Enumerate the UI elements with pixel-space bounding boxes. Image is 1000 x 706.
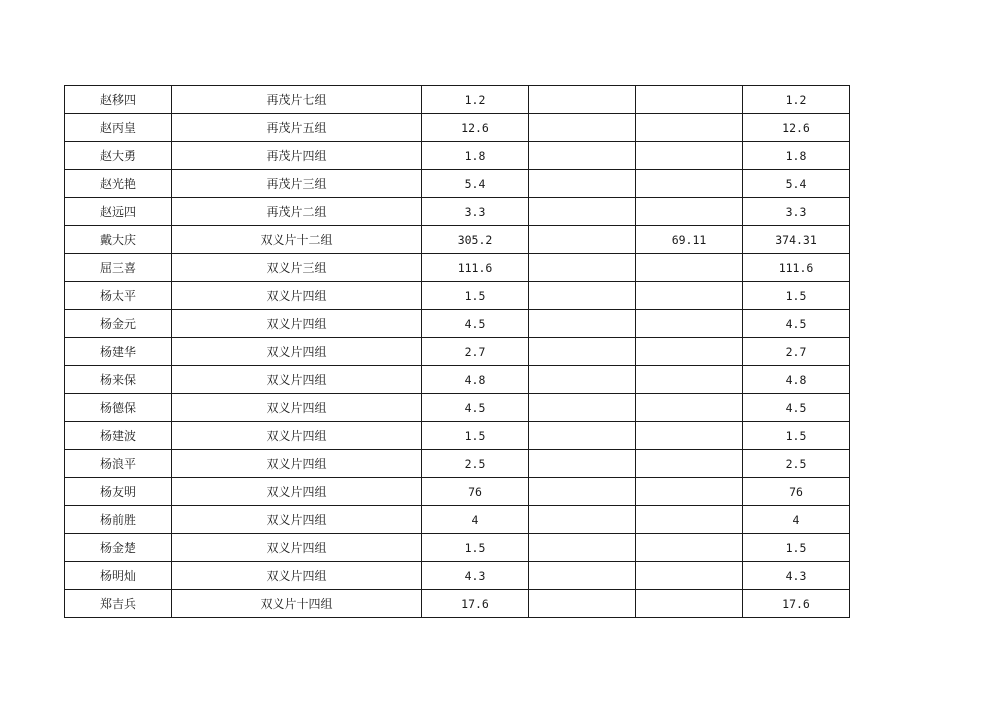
- name-cell: 杨太平: [65, 282, 172, 310]
- name-cell: 杨德保: [65, 394, 172, 422]
- name-cell: 赵光艳: [65, 170, 172, 198]
- name-cell: 赵大勇: [65, 142, 172, 170]
- group-cell: 双义片四组: [172, 366, 422, 394]
- table-row: [65, 86, 850, 114]
- total-cell: 1.5: [743, 534, 850, 562]
- value2-cell: [529, 310, 636, 338]
- table-row: [65, 562, 850, 590]
- group-cell: 双义片四组: [172, 338, 422, 366]
- table-body: [65, 86, 850, 618]
- value2-cell: [529, 170, 636, 198]
- group-cell: 双义片四组: [172, 422, 422, 450]
- value3-cell: [636, 282, 743, 310]
- table-row: [65, 226, 850, 254]
- total-cell: 5.4: [743, 170, 850, 198]
- total-cell: 4.5: [743, 310, 850, 338]
- value3-cell: [636, 198, 743, 226]
- table-row: [65, 282, 850, 310]
- total-cell: 3.3: [743, 198, 850, 226]
- value1-cell: 1.5: [422, 534, 529, 562]
- total-cell: 1.5: [743, 422, 850, 450]
- table-row: [65, 422, 850, 450]
- total-cell: 4.8: [743, 366, 850, 394]
- total-cell: 111.6: [743, 254, 850, 282]
- value2-cell: [529, 366, 636, 394]
- name-cell: 杨建华: [65, 338, 172, 366]
- group-cell: 双义片四组: [172, 478, 422, 506]
- table-row: [65, 534, 850, 562]
- table-row: [65, 198, 850, 226]
- name-cell: 赵丙皇: [65, 114, 172, 142]
- name-cell: 杨建波: [65, 422, 172, 450]
- value2-cell: [529, 226, 636, 254]
- value2-cell: [529, 114, 636, 142]
- value1-cell: 4.8: [422, 366, 529, 394]
- table-row: [65, 114, 850, 142]
- value2-cell: [529, 506, 636, 534]
- table-row: [65, 142, 850, 170]
- value1-cell: 4.5: [422, 310, 529, 338]
- value2-cell: [529, 282, 636, 310]
- total-cell: 1.5: [743, 282, 850, 310]
- value1-cell: 1.5: [422, 282, 529, 310]
- value3-cell: [636, 450, 743, 478]
- total-cell: 4: [743, 506, 850, 534]
- table-row: [65, 170, 850, 198]
- table-row: [65, 338, 850, 366]
- name-cell: 杨浪平: [65, 450, 172, 478]
- value1-cell: 1.8: [422, 142, 529, 170]
- group-cell: 双义片十四组: [172, 590, 422, 618]
- value1-cell: 1.5: [422, 422, 529, 450]
- total-cell: 4.5: [743, 394, 850, 422]
- value3-cell: [636, 366, 743, 394]
- value3-cell: [636, 422, 743, 450]
- value2-cell: [529, 198, 636, 226]
- value1-cell: 4.5: [422, 394, 529, 422]
- total-cell: 1.2: [743, 86, 850, 114]
- value3-cell: [636, 310, 743, 338]
- group-cell: 双义片三组: [172, 254, 422, 282]
- value3-cell: [636, 86, 743, 114]
- name-cell: 戴大庆: [65, 226, 172, 254]
- total-cell: 76: [743, 478, 850, 506]
- group-cell: 再茂片三组: [172, 170, 422, 198]
- value1-cell: 12.6: [422, 114, 529, 142]
- value2-cell: [529, 254, 636, 282]
- value2-cell: [529, 450, 636, 478]
- value3-cell: [636, 534, 743, 562]
- group-cell: 双义片四组: [172, 562, 422, 590]
- value3-cell: [636, 338, 743, 366]
- value3-cell: [636, 114, 743, 142]
- table-row: [65, 310, 850, 338]
- group-cell: 双义片十二组: [172, 226, 422, 254]
- value1-cell: 111.6: [422, 254, 529, 282]
- value1-cell: 5.4: [422, 170, 529, 198]
- name-cell: 杨前胜: [65, 506, 172, 534]
- value2-cell: [529, 338, 636, 366]
- group-cell: 双义片四组: [172, 282, 422, 310]
- table-row: [65, 366, 850, 394]
- value1-cell: 305.2: [422, 226, 529, 254]
- total-cell: 374.31: [743, 226, 850, 254]
- name-cell: 杨金元: [65, 310, 172, 338]
- data-table: [64, 85, 850, 618]
- value3-cell: [636, 394, 743, 422]
- value3-cell: [636, 590, 743, 618]
- group-cell: 再茂片七组: [172, 86, 422, 114]
- value3-cell: [636, 478, 743, 506]
- value3-cell: [636, 506, 743, 534]
- group-cell: 再茂片四组: [172, 142, 422, 170]
- name-cell: 杨明灿: [65, 562, 172, 590]
- value2-cell: [529, 142, 636, 170]
- group-cell: 双义片四组: [172, 506, 422, 534]
- total-cell: 2.5: [743, 450, 850, 478]
- name-cell: 杨金楚: [65, 534, 172, 562]
- value3-cell: [636, 142, 743, 170]
- value2-cell: [529, 562, 636, 590]
- name-cell: 赵远四: [65, 198, 172, 226]
- value1-cell: 76: [422, 478, 529, 506]
- value1-cell: 2.7: [422, 338, 529, 366]
- table-row: [65, 590, 850, 618]
- value1-cell: 4.3: [422, 562, 529, 590]
- value1-cell: 1.2: [422, 86, 529, 114]
- table-row: [65, 506, 850, 534]
- value3-cell: [636, 170, 743, 198]
- group-cell: 再茂片五组: [172, 114, 422, 142]
- value3-cell: [636, 562, 743, 590]
- table-row: [65, 450, 850, 478]
- value2-cell: [529, 394, 636, 422]
- total-cell: 17.6: [743, 590, 850, 618]
- value2-cell: [529, 422, 636, 450]
- group-cell: 双义片四组: [172, 394, 422, 422]
- total-cell: 1.8: [743, 142, 850, 170]
- total-cell: 12.6: [743, 114, 850, 142]
- group-cell: 双义片四组: [172, 310, 422, 338]
- total-cell: 4.3: [743, 562, 850, 590]
- table-row: [65, 254, 850, 282]
- value1-cell: 17.6: [422, 590, 529, 618]
- group-cell: 双义片四组: [172, 450, 422, 478]
- name-cell: 赵移四: [65, 86, 172, 114]
- value3-cell: [636, 254, 743, 282]
- group-cell: 双义片四组: [172, 534, 422, 562]
- table-row: [65, 478, 850, 506]
- value2-cell: [529, 86, 636, 114]
- name-cell: 杨友明: [65, 478, 172, 506]
- total-cell: 2.7: [743, 338, 850, 366]
- value1-cell: 2.5: [422, 450, 529, 478]
- group-cell: 再茂片二组: [172, 198, 422, 226]
- name-cell: 郑吉兵: [65, 590, 172, 618]
- name-cell: 屈三喜: [65, 254, 172, 282]
- value2-cell: [529, 534, 636, 562]
- name-cell: 杨来保: [65, 366, 172, 394]
- value2-cell: [529, 478, 636, 506]
- table-row: [65, 394, 850, 422]
- value1-cell: 3.3: [422, 198, 529, 226]
- value3-cell: 69.11: [636, 226, 743, 254]
- value1-cell: 4: [422, 506, 529, 534]
- value2-cell: [529, 590, 636, 618]
